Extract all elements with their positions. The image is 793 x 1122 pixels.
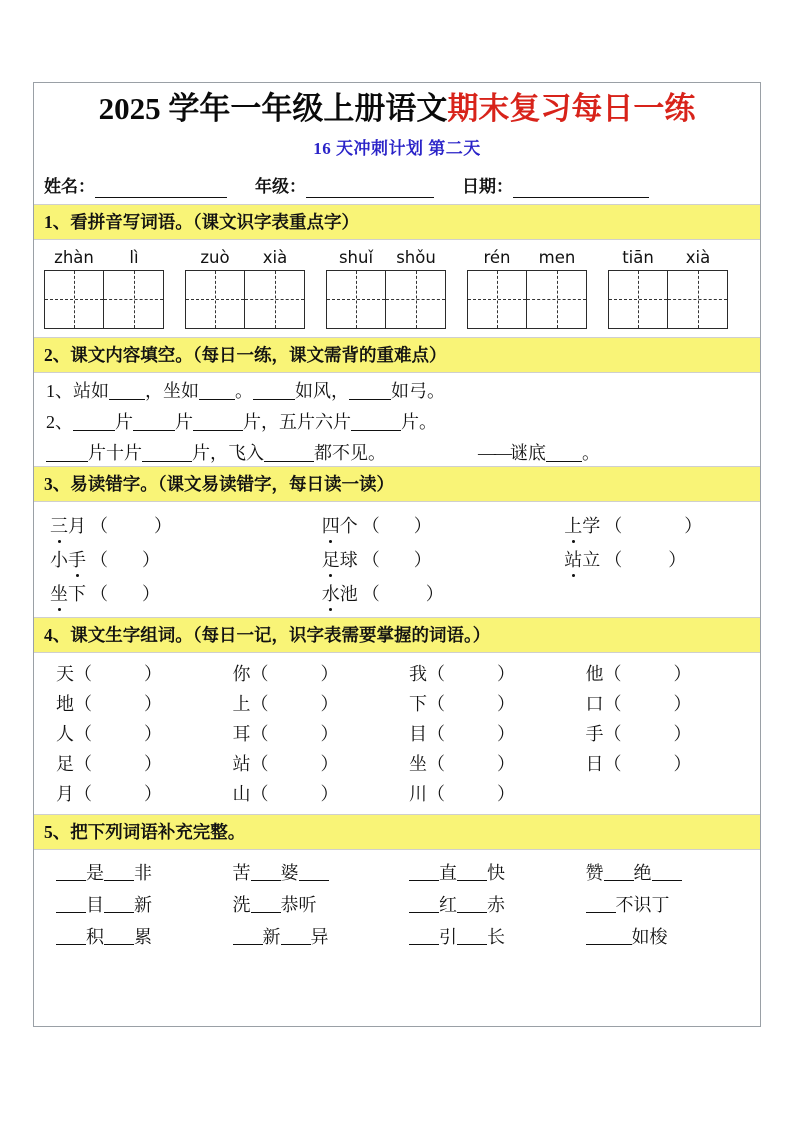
idiom-row: [44, 920, 750, 952]
page-title: [34, 91, 760, 127]
misread-item[interactable]: [44, 512, 322, 538]
word-rest: 小: [50, 549, 68, 570]
pinyin-syllable: xià: [685, 247, 711, 267]
misread-grid: [44, 502, 750, 617]
answer-blank[interactable]: [349, 384, 391, 400]
idiom-item[interactable]: 苦 婆: [221, 859, 398, 885]
newword-char: 日: [585, 753, 604, 774]
newword-item[interactable]: 坐（ ）: [409, 753, 515, 774]
emphasis-char: 上: [564, 512, 582, 538]
section-3-body: [34, 502, 760, 617]
word-rest: 下: [68, 583, 86, 604]
pinyin-group: [326, 248, 464, 267]
newword-char: 坐: [409, 753, 427, 774]
section-5-body: [34, 850, 760, 959]
pinyin-syllable: zuò: [200, 247, 230, 267]
newword-char: 足: [56, 753, 74, 774]
newword-grid: [44, 653, 750, 814]
answer-paren[interactable]: （ ）: [361, 583, 444, 604]
idiom-item[interactable]: 积 累: [44, 923, 221, 949]
word-rest: 月: [68, 515, 86, 536]
newword-row: [44, 718, 750, 748]
fill-blank-line[interactable]: 1、站如 ，坐如 。 如风， 如弓。: [46, 380, 445, 401]
pinyin-syllable: lì: [129, 247, 139, 267]
idiom-item[interactable]: 如梭: [574, 923, 751, 949]
tianzige-cell[interactable]: [608, 270, 668, 329]
idiom-item[interactable]: 目 新: [44, 891, 221, 917]
emphasis-char: 四: [322, 512, 340, 538]
idiom-blank[interactable]: [104, 866, 134, 881]
answer-paren[interactable]: （ ）: [604, 549, 687, 570]
idiom-blank[interactable]: [251, 866, 281, 881]
idiom-row: [44, 888, 750, 920]
newword-char: 上: [232, 693, 251, 714]
title-block: [34, 83, 760, 161]
newword-item[interactable]: 口（ ）: [585, 693, 692, 714]
newword-item[interactable]: 日（ ）: [585, 753, 692, 774]
newword-char: 口: [585, 693, 604, 714]
misread-item-empty: [564, 580, 750, 606]
section-2-heading: 2、课文内容填空。（每日一练，课文需背的重难点）: [34, 337, 760, 373]
idiom-blank[interactable]: [586, 898, 616, 913]
idiom-blank[interactable]: [56, 930, 86, 945]
newword-item-empty: [574, 780, 751, 806]
idiom-item[interactable]: 新 异: [221, 923, 398, 949]
newword-char: 人: [56, 723, 74, 744]
newword-row: [44, 688, 750, 718]
tianzige-group: [608, 270, 746, 329]
newword-char: 我: [409, 663, 427, 684]
answer-blank[interactable]: [199, 384, 235, 400]
idiom-blank[interactable]: [586, 930, 632, 945]
section-4-heading: 4、课文生字组词。（每日一记，识字表需要掌握的词语。）: [34, 617, 760, 653]
idiom-blank[interactable]: [104, 930, 134, 945]
page-subtitle: 16 天冲刺计划 第二天: [313, 138, 481, 158]
newword-item[interactable]: 地（ ）: [56, 693, 162, 714]
idiom-blank[interactable]: [299, 866, 329, 881]
date-input[interactable]: [513, 180, 649, 198]
tianzige-group: [326, 270, 464, 329]
idiom-blank[interactable]: [409, 898, 439, 913]
title-year-text: 2025 学年一年级上册语文: [98, 91, 448, 126]
dash-marker: ——: [478, 442, 510, 463]
answer-blank[interactable]: [109, 384, 145, 400]
tianzige-cell[interactable]: [326, 270, 386, 329]
idiom-item[interactable]: 红 赤: [397, 891, 574, 917]
answer-blank[interactable]: [193, 415, 243, 431]
word-rest: 立: [582, 549, 601, 570]
pinyin-syllable: shuǐ: [338, 247, 374, 267]
word-rest: 学: [582, 515, 601, 536]
grade-label: 年级：: [255, 176, 306, 196]
newword-char: 川: [409, 783, 427, 804]
tianzige-cell[interactable]: [467, 270, 527, 329]
student-meta-row: [34, 161, 760, 204]
pinyin-group: [608, 248, 746, 267]
answer-blank[interactable]: [264, 446, 314, 462]
newword-item[interactable]: 手（ ）: [585, 723, 692, 744]
pinyin-syllable: xià: [262, 247, 288, 267]
idiom-blank[interactable]: [104, 898, 134, 913]
idiom-blank[interactable]: [251, 898, 281, 913]
misread-row: [44, 542, 750, 576]
misread-item[interactable]: [44, 546, 322, 572]
emphasis-char: 站: [564, 546, 582, 572]
misread-item[interactable]: [322, 546, 564, 572]
word-rest: 个: [339, 515, 358, 536]
newword-char: 你: [232, 663, 251, 684]
fill-blank-line[interactable]: 片十片 片，飞入 都不见。 ——谜底 。: [44, 435, 750, 466]
answer-blank[interactable]: [73, 415, 115, 431]
grade-input[interactable]: [306, 180, 434, 198]
newword-item[interactable]: 足（ ）: [56, 753, 162, 774]
answer-paren[interactable]: （ ）: [90, 549, 160, 570]
emphasis-char: 坐: [50, 580, 68, 606]
tianzige-cell[interactable]: [104, 270, 164, 329]
misread-item[interactable]: [564, 546, 750, 572]
pinyin-syllable: shǒu: [396, 247, 436, 267]
newword-item[interactable]: 上（ ）: [232, 693, 339, 714]
newword-item[interactable]: 下（ ）: [409, 693, 515, 714]
answer-blank[interactable]: [351, 415, 401, 431]
idiom-blank[interactable]: [457, 898, 487, 913]
tianzige-group: [44, 270, 182, 329]
pinyin-group: [185, 248, 323, 267]
idiom-row: [44, 856, 750, 888]
idiom-item[interactable]: 不识丁: [574, 891, 751, 917]
newword-item[interactable]: 耳（ ）: [232, 723, 339, 744]
pinyin-group: [44, 248, 182, 267]
newword-char: 目: [409, 723, 427, 744]
idiom-item[interactable]: 赞 绝: [574, 859, 751, 885]
idiom-blank[interactable]: [56, 866, 86, 881]
emphasis-char: 手: [68, 546, 86, 572]
newword-item[interactable]: 他（ ）: [585, 663, 692, 684]
newword-row: [44, 748, 750, 778]
newword-item[interactable]: 站（ ）: [232, 753, 339, 774]
section-1-heading: 1、看拼音写词语。（课文识字表重点字）: [34, 204, 760, 240]
idiom-blank[interactable]: [457, 930, 487, 945]
name-input[interactable]: [95, 180, 227, 198]
idiom-blank[interactable]: [409, 930, 439, 945]
idiom-item[interactable]: 引 长: [397, 923, 574, 949]
tianzige-cell[interactable]: [386, 270, 446, 329]
newword-row: [44, 658, 750, 688]
newword-char: 他: [585, 663, 604, 684]
misread-row: [44, 508, 750, 542]
newword-char: 地: [56, 693, 74, 714]
answer-paren[interactable]: （ ）: [604, 515, 703, 536]
idiom-item[interactable]: 是 非: [44, 859, 221, 885]
section-2-body: [34, 373, 760, 466]
misread-item[interactable]: [322, 580, 564, 606]
answer-blank[interactable]: [546, 446, 582, 462]
pinyin-syllable: rén: [483, 247, 511, 267]
newword-item[interactable]: 目（ ）: [409, 723, 515, 744]
idiom-blank[interactable]: [233, 930, 263, 945]
emphasis-char: 水: [322, 580, 340, 606]
title-highlight-text: 期末复习每日一练: [447, 91, 696, 126]
emphasis-char: 三: [50, 512, 68, 538]
answer-blank[interactable]: [142, 446, 192, 462]
newword-char: 月: [56, 783, 74, 804]
newword-char: 手: [585, 723, 604, 744]
misread-item[interactable]: [322, 512, 564, 538]
tianzige-cell[interactable]: [44, 270, 104, 329]
newword-row: [44, 778, 750, 808]
section-4-body: [34, 653, 760, 814]
idiom-blank[interactable]: [409, 866, 439, 881]
answer-blank[interactable]: [133, 415, 175, 431]
name-field-group[interactable]: [44, 172, 255, 198]
section-5-heading: 5、把下列词语补充完整。: [34, 814, 760, 850]
answer-paren[interactable]: （ ）: [361, 515, 432, 536]
fill-blank-line[interactable]: 2、 片 片 片，五片六片 片。: [46, 411, 437, 432]
section-1-body: [34, 240, 760, 337]
section-3-heading: 3、易读错字。（课文易读错字，每日读一读）: [34, 466, 760, 502]
pinyin-group: [467, 248, 605, 267]
newword-char: 耳: [232, 723, 251, 744]
newword-item[interactable]: 人（ ）: [56, 723, 162, 744]
idiom-item[interactable]: 洗 恭听: [232, 894, 317, 915]
tianzige-cell[interactable]: [527, 270, 587, 329]
word-rest: 球: [339, 549, 358, 570]
tianzige-cell[interactable]: [185, 270, 245, 329]
answer-paren[interactable]: （ ）: [90, 583, 160, 604]
pinyin-syllable: zhàn: [54, 247, 94, 267]
pinyin-row: [44, 240, 750, 268]
newword-item[interactable]: 川（ ）: [409, 783, 515, 804]
tianzige-group: [467, 270, 605, 329]
idiom-item[interactable]: 直 快: [397, 859, 574, 885]
name-label: 姓名：: [44, 176, 95, 196]
answer-paren[interactable]: （ ）: [90, 515, 172, 536]
pinyin-syllable: men: [538, 247, 576, 267]
idiom-grid: [44, 850, 750, 959]
tianzige-cell[interactable]: [245, 270, 305, 329]
tianzige-row: [44, 268, 750, 337]
newword-item[interactable]: 我（ ）: [409, 663, 515, 684]
newword-char: 天: [56, 663, 74, 684]
worksheet-page: [33, 82, 761, 1027]
tianzige-group: [185, 270, 323, 329]
newword-char: 山: [232, 783, 251, 804]
word-rest: 池: [339, 583, 358, 604]
answer-blank[interactable]: [46, 446, 88, 462]
date-label: 日期：: [462, 176, 513, 196]
idiom-blank[interactable]: [652, 866, 682, 881]
misread-row: [44, 576, 750, 610]
date-field-group[interactable]: [462, 172, 649, 198]
idiom-blank[interactable]: [281, 930, 311, 945]
answer-paren[interactable]: （ ）: [361, 549, 432, 570]
newword-item[interactable]: 你（ ）: [232, 663, 339, 684]
newword-item[interactable]: 月（ ）: [56, 783, 162, 804]
newword-item[interactable]: 山（ ）: [232, 783, 339, 804]
idiom-blank[interactable]: [457, 866, 487, 881]
newword-item[interactable]: 天（ ）: [56, 663, 162, 684]
newword-char: 站: [232, 753, 251, 774]
grade-field-group[interactable]: [255, 172, 462, 198]
idiom-blank[interactable]: [56, 898, 86, 913]
emphasis-char: 足: [322, 546, 340, 572]
tianzige-cell[interactable]: [668, 270, 728, 329]
newword-char: 下: [409, 693, 427, 714]
answer-blank[interactable]: [253, 384, 295, 400]
pinyin-syllable: tiān: [622, 247, 654, 267]
misread-item[interactable]: [564, 512, 750, 538]
misread-item[interactable]: [44, 580, 322, 606]
idiom-blank[interactable]: [604, 866, 634, 881]
